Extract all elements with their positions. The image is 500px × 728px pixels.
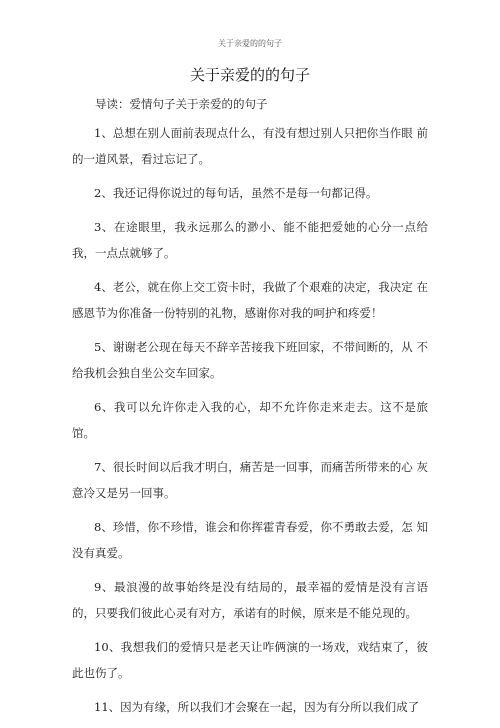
sentence-item-11: 11、因为有缘，所以我们才会聚在一起，因为有分所以我们成了: [94, 700, 420, 714]
running-header: 关于亲爱的的句子: [218, 39, 282, 48]
sentence-item-9: 9、最浪漫的故事始终是没有结局的，最幸福的爱情是没有言语 的，只要我们彼此心灵有对方，承诺有的时候，原来是不能兑现的。: [72, 580, 428, 620]
document-title: 关于亲爱的的句子: [189, 66, 310, 84]
sentence-item-10: 10、我想我们的爱情只是老天让咋俩演的一场戏，戏结束了，彼 此也伤了。: [72, 640, 428, 680]
sentence-item-3: 3、在途眼里，我永远那么的渺小、能不能把爱她的心分一点给 我，一点点就够了。: [72, 220, 428, 260]
sentence-item-6: 6、我可以允许你走入我的心，却不允许你走来走去。这不是旅 馆。: [72, 400, 428, 440]
sentence-item-7: 7、很长时间以后我才明白，痛苦是一回事，而痛苦所带来的心 灰意冷又是另一回事。: [72, 460, 428, 500]
intro-line: 导读：爱情句子关于亲爱的的句子: [95, 97, 268, 111]
sentence-item-8: 8、珍惜，你不珍惜，谁会和你挥霍青春爱，你不勇敢去爱，怎 知没有真爱。: [72, 520, 428, 560]
sentence-item-2: 2、我还记得你说过的每句话，虽然不是每一句都记得。: [94, 186, 378, 200]
sentence-item-5: 5、谢谢老公现在每天不辞辛苦接我下班回家，不带间断的，从 不给我机会独自坐公交车回家。: [72, 340, 428, 380]
sentence-list: [72, 120, 428, 728]
sentence-item-4: 4、老公，就在你上交工资卡时，我做了个艰难的决定，我决定 在感恩节为你准备一份特别的礼物，感谢你对我的呵护和疼爱！: [72, 280, 428, 320]
sentence-item-1: 1、总想在别人面前表现点什么，有没有想过别人只把你当作眼 前的一道风景，看过忘记了。: [72, 126, 428, 166]
